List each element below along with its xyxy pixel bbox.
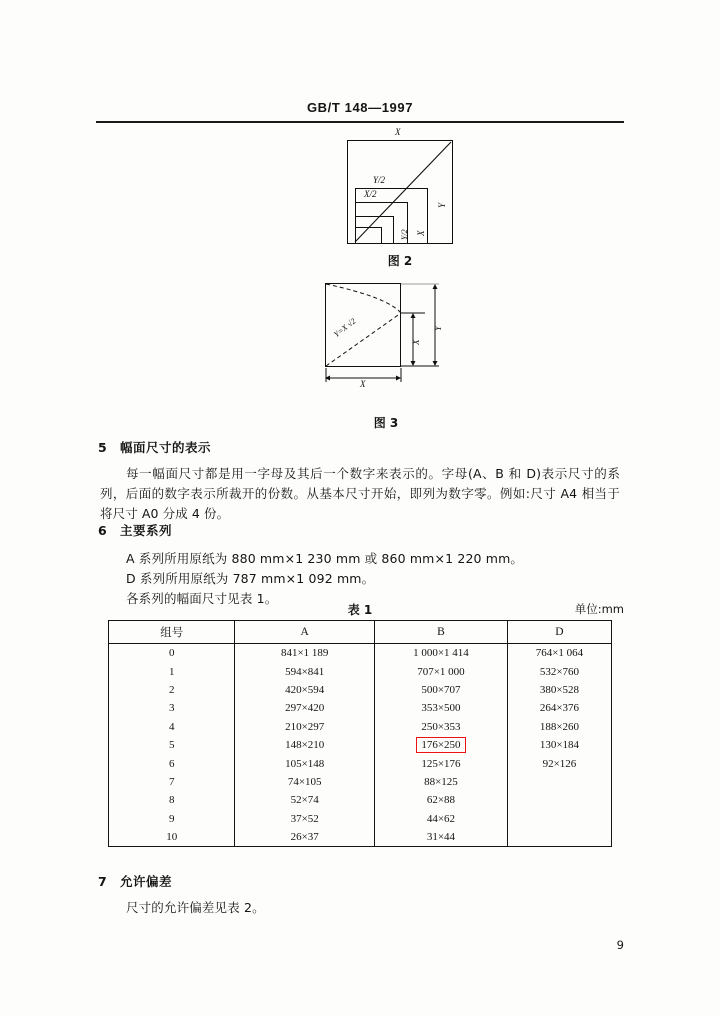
cell-a: 297×420 xyxy=(235,699,375,717)
cell-b xyxy=(375,736,508,754)
section-7-heading xyxy=(98,872,172,890)
figure-2-label-inner-y-half: Y/2 xyxy=(400,229,409,240)
document-header xyxy=(96,100,624,116)
cell-group: 2 xyxy=(109,681,235,699)
section-5-title: 幅面尺寸的表示 xyxy=(120,440,212,455)
table-1-body xyxy=(109,644,612,847)
table-1-title: 表 1 xyxy=(347,603,373,617)
cell-a: 26×37 xyxy=(235,828,375,847)
cell-a: 105×148 xyxy=(235,754,375,772)
figure-2-label-top-x: X xyxy=(395,127,401,137)
column-header-b: B xyxy=(375,621,508,644)
section-7-title: 允许偏差 xyxy=(120,874,173,889)
cell-d xyxy=(507,810,611,828)
cell-d xyxy=(507,773,611,791)
cell-group: 7 xyxy=(109,773,235,791)
cell-group: 6 xyxy=(109,754,235,772)
cell-a: 420×594 xyxy=(235,681,375,699)
table-row xyxy=(109,718,612,736)
table-1-unit: 单位:mm xyxy=(574,602,624,616)
table-row xyxy=(109,828,612,847)
table-row xyxy=(109,773,612,791)
cell-d: 130×184 xyxy=(507,736,611,754)
page-number: 9 xyxy=(616,938,624,952)
highlight-annotation: 176×250 xyxy=(416,737,465,753)
section-7-number: 7 xyxy=(98,874,108,889)
cell-d: 92×126 xyxy=(507,754,611,772)
table-row xyxy=(109,681,612,699)
cell-b: 125×176 xyxy=(375,754,508,772)
figure-3-label-diagonal: Y=X √2 xyxy=(332,316,358,340)
cell-a: 210×297 xyxy=(235,718,375,736)
cell-b: 1 000×1 414 xyxy=(375,644,508,663)
column-header-d: D xyxy=(507,621,611,644)
cell-group: 9 xyxy=(109,810,235,828)
table-row xyxy=(109,644,612,663)
cell-b: 88×125 xyxy=(375,773,508,791)
figure-2-label-inner-x: X xyxy=(416,230,426,236)
cell-d: 380×528 xyxy=(507,681,611,699)
cell-b: 707×1 000 xyxy=(375,662,508,680)
cell-a: 37×52 xyxy=(235,810,375,828)
column-header-group: 组号 xyxy=(109,621,235,644)
cell-group: 1 xyxy=(109,662,235,680)
header-rule xyxy=(96,121,624,123)
cell-group: 0 xyxy=(109,644,235,663)
cell-a: 594×841 xyxy=(235,662,375,680)
cell-b: 44×62 xyxy=(375,810,508,828)
cell-d: 532×760 xyxy=(507,662,611,680)
cell-b: 31×44 xyxy=(375,828,508,847)
section-6-line-2: D 系列所用原纸为 787 mm×1 092 mm。 xyxy=(126,571,375,586)
section-7-line-1: 尺寸的允许偏差见表 2。 xyxy=(126,900,265,915)
cell-group: 10 xyxy=(109,828,235,847)
cell-a: 148×210 xyxy=(235,736,375,754)
cell-b: 62×88 xyxy=(375,791,508,809)
section-5-heading xyxy=(98,438,211,456)
section-6-line-3: 各系列的幅面尺寸见表 1。 xyxy=(126,591,278,606)
table-row xyxy=(109,791,612,809)
cell-group: 3 xyxy=(109,699,235,717)
figure-3-caption: 图 3 xyxy=(373,416,399,430)
standard-number: GB/T 148—1997 xyxy=(306,100,414,115)
cell-group: 5 xyxy=(109,736,235,754)
cell-group: 8 xyxy=(109,791,235,809)
table-row xyxy=(109,662,612,680)
cell-a: 74×105 xyxy=(235,773,375,791)
column-header-a: A xyxy=(235,621,375,644)
figure-2-label-right-y: Y xyxy=(437,202,447,208)
section-6-line-1: A 系列所用原纸为 880 mm×1 230 mm 或 860 mm×1 220 mm。 xyxy=(126,551,524,566)
table-row xyxy=(109,754,612,772)
cell-d: 764×1 064 xyxy=(507,644,611,663)
cell-group: 4 xyxy=(109,718,235,736)
figure-2-label-x-half: X/2 xyxy=(364,189,377,199)
cell-d xyxy=(507,791,611,809)
table-header-row xyxy=(109,621,612,644)
figure-3-label-right-x: X xyxy=(411,339,421,345)
figure-3-label-bottom-x: X xyxy=(360,379,366,389)
cell-a: 841×1 189 xyxy=(235,644,375,663)
table-row xyxy=(109,810,612,828)
cell-d: 264×376 xyxy=(507,699,611,717)
section-6-title: 主要系列 xyxy=(120,523,173,538)
cell-d: 188×260 xyxy=(507,718,611,736)
cell-d xyxy=(507,828,611,847)
figure-2-caption: 图 2 xyxy=(387,254,413,268)
cell-b: 353×500 xyxy=(375,699,508,717)
table-1 xyxy=(108,620,612,847)
section-6-number: 6 xyxy=(98,523,108,538)
section-5-number: 5 xyxy=(98,440,108,455)
figure-2 xyxy=(347,127,453,244)
figure-2-label-y-half: Y/2 xyxy=(373,175,386,185)
figure-3 xyxy=(325,283,447,389)
section-6-heading xyxy=(98,521,172,539)
cell-b: 250×353 xyxy=(375,718,508,736)
section-5-paragraph: 每一幅面尺寸都是用一字母及其后一个数字来表示的。字母(A、B 和 D)表示尺寸的系列，后面的数字表示所裁开的份数。从基本尺寸开始，即列为数字零。例如:尺寸 A4 相当于将尺寸 A0 分成 4 份。 xyxy=(100,466,620,521)
cell-b: 500×707 xyxy=(375,681,508,699)
table-row xyxy=(109,736,612,754)
figure-3-label-right-y: Y xyxy=(433,325,443,331)
cell-a: 52×74 xyxy=(235,791,375,809)
table-row xyxy=(109,699,612,717)
